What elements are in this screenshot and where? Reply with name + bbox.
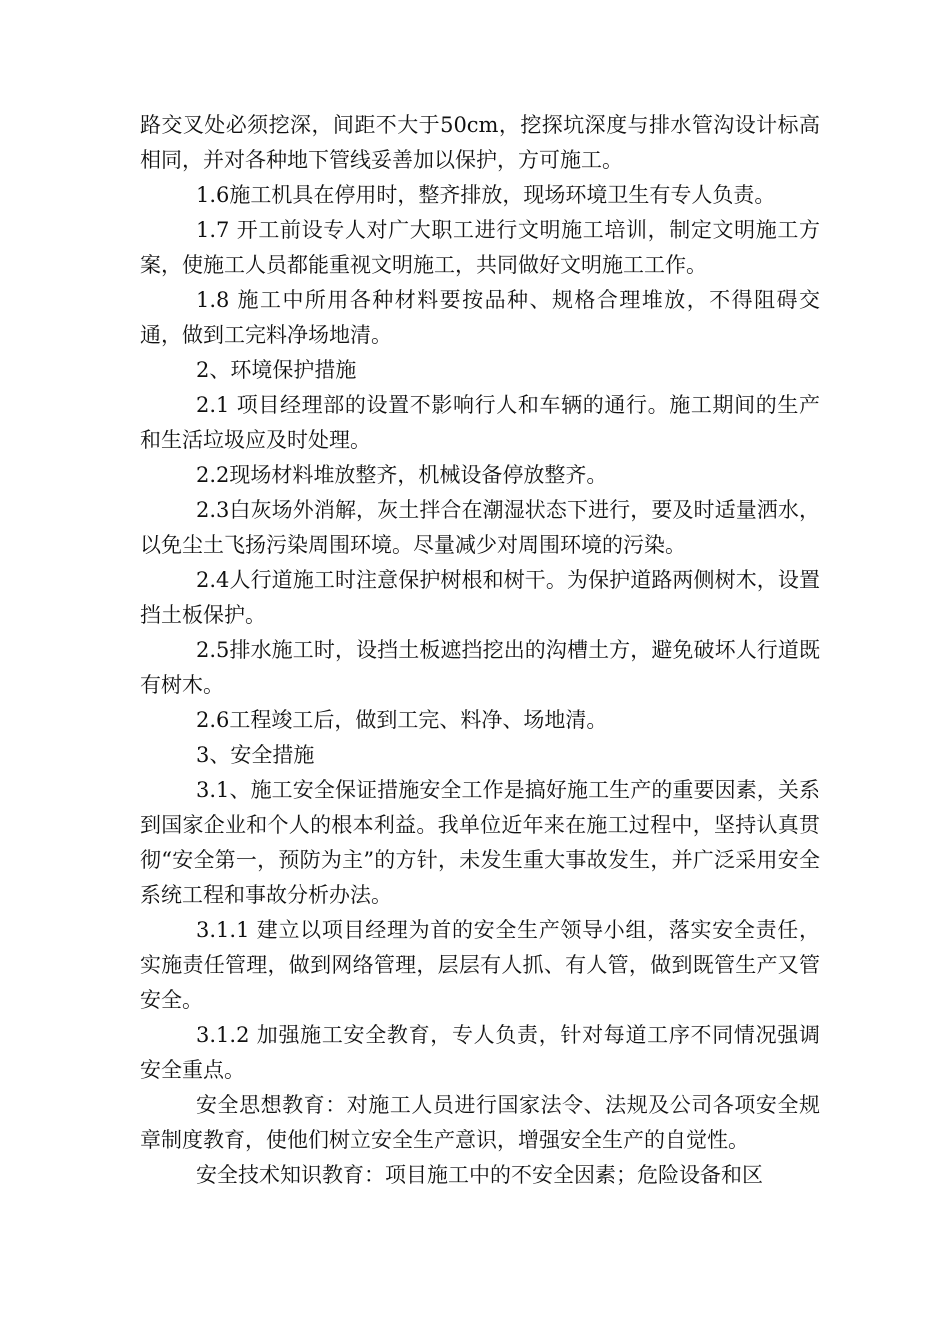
paragraph-13: 3.1.1 建立以项目经理为首的安全生产领导小组，落实安全责任，实施责任管理，做到网络管理，层层有人抓、有人管，做到既管生产又管安全。	[140, 918, 820, 1012]
section-heading-environment: 2、环境保护措施	[196, 358, 357, 382]
paragraph-1: 1.6施工机具在停用时，整齐排放，现场环境卫生有专人负责。	[196, 183, 776, 207]
paragraph-6: 2.2现场材料堆放整齐，机械设备停放整齐。	[196, 463, 608, 487]
paragraph-0: 路交叉处必须挖深，间距不大于50cm，挖探坑深度与排水管沟设计标高相同，并对各种地下管线妥善加以保护，方可施工。	[140, 113, 820, 172]
paragraph-5: 2.1 项目经理部的设置不影响行人和车辆的通行。施工期间的生产和生活垃圾应及时处理。	[140, 393, 820, 452]
paragraph-8: 2.4人行道施工时注意保护树根和树干。为保护道路两侧树木，设置挡土板保护。	[140, 568, 820, 627]
paragraph-3: 1.8 施工中所用各种材料要按品种、规格合理堆放，不得阻碍交通，做到工完料净场地清。	[140, 288, 820, 347]
document-body	[140, 108, 820, 1193]
paragraph-9: 2.5排水施工时，设挡土板遮挡挖出的沟槽土方，避免破坏人行道既有树木。	[140, 638, 820, 697]
paragraph-15: 安全思想教育：对施工人员进行国家法令、法规及公司各项安全规章制度教育，使他们树立安全生产意识，增强安全生产的自觉性。	[140, 1093, 820, 1152]
paragraph-10: 2.6工程竣工后，做到工完、料净、场地清。	[196, 708, 608, 732]
paragraph-7: 2.3白灰场外消解，灰土拌合在潮湿状态下进行，要及时适量洒水，以免尘土飞扬污染周围环境。尽量减少对周围环境的污染。	[140, 498, 820, 557]
paragraph-12: 3.1、施工安全保证措施安全工作是搞好施工生产的重要因素，关系到国家企业和个人的根本利益。我单位近年来在施工过程中，坚持认真贯彻“安全第一，预防为主”的方针，未发生重大事故发生，并广泛采用安全系统工程和事故分析办法。	[140, 778, 820, 907]
paragraph-2: 1.7 开工前设专人对广大职工进行文明施工培训，制定文明施工方案，使施工人员都能重视文明施工，共同做好文明施工工作。	[140, 218, 820, 277]
paragraph-14: 3.1.2 加强施工安全教育，专人负责，针对每道工序不同情况强调安全重点。	[140, 1023, 820, 1082]
paragraph-16: 安全技术知识教育：项目施工中的不安全因素；危险设备和区	[196, 1163, 763, 1187]
section-heading-safety: 3、安全措施	[196, 743, 315, 767]
